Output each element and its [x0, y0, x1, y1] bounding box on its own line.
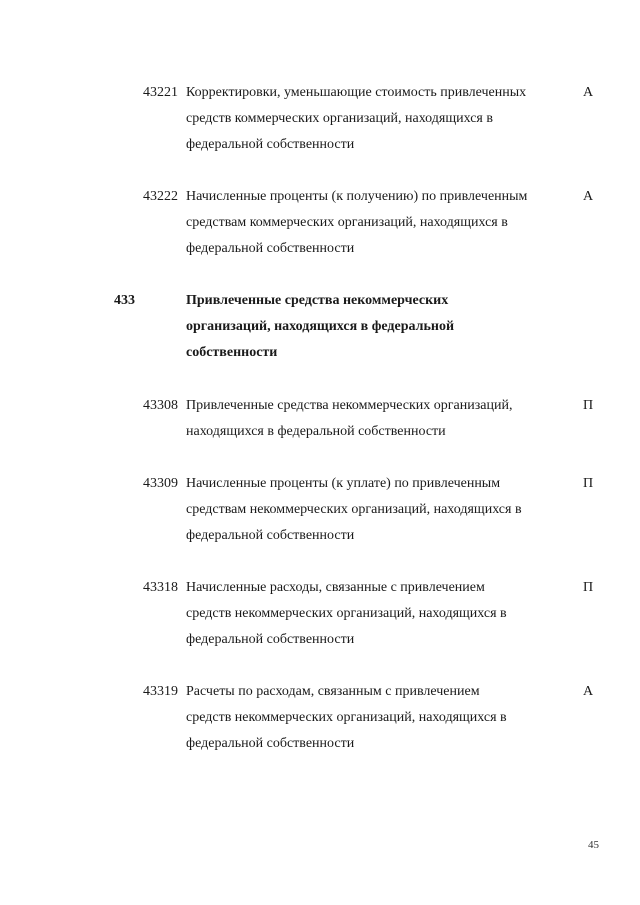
account-code: 43318 — [143, 580, 178, 595]
description-line: федеральной собственности — [186, 137, 355, 152]
account-type-mark: А — [583, 189, 594, 204]
description-line: Привлеченные средства некоммерческих организаций, — [186, 398, 513, 413]
description-line: федеральной собственности — [186, 632, 355, 647]
account-description — [186, 471, 566, 549]
section-title-line: Привлеченные средства некоммерческих — [186, 293, 449, 308]
account-description — [186, 679, 566, 757]
account-description — [186, 80, 566, 158]
description-line: Корректировки, уменьшающие стоимость привлеченных — [186, 85, 527, 100]
account-type-mark: П — [583, 398, 594, 413]
description-line: средств некоммерческих организаций, находящихся в — [186, 606, 507, 621]
section-title-line: организаций, находящихся в федеральной — [186, 319, 455, 334]
account-type-mark: П — [583, 580, 594, 595]
description-line: федеральной собственности — [186, 736, 355, 751]
description-line: Начисленные расходы, связанные с привлечением — [186, 580, 485, 595]
description-line: средствам некоммерческих организаций, находящихся в — [186, 502, 522, 517]
description-line: федеральной собственности — [186, 241, 355, 256]
section-title — [186, 288, 566, 366]
description-line: средств некоммерческих организаций, находящихся в — [186, 710, 507, 725]
description-line: Начисленные проценты (к уплате) по привлеченным — [186, 476, 501, 491]
description-line: Начисленные проценты (к получению) по привлеченным — [186, 189, 528, 204]
section-code: 433 — [114, 293, 135, 308]
page-number: 45 — [588, 839, 599, 851]
description-line: средствам коммерческих организаций, находящихся в — [186, 215, 508, 230]
account-code: 43309 — [143, 476, 178, 491]
account-type-mark: А — [583, 85, 594, 100]
account-description — [186, 575, 566, 653]
description-line: федеральной собственности — [186, 528, 355, 543]
account-description — [186, 184, 566, 262]
description-line: находящихся в федеральной собственности — [186, 424, 446, 439]
section-title-line: собственности — [186, 345, 278, 360]
account-code: 43222 — [143, 189, 178, 204]
description-line: Расчеты по расходам, связанным с привлечением — [186, 684, 480, 699]
account-description — [186, 393, 566, 445]
description-line: средств коммерческих организаций, находящихся в — [186, 111, 493, 126]
account-code: 43308 — [143, 398, 178, 413]
account-type-mark: А — [583, 684, 594, 699]
account-type-mark: П — [583, 476, 594, 491]
account-code: 43221 — [143, 85, 178, 100]
account-code: 43319 — [143, 684, 178, 699]
